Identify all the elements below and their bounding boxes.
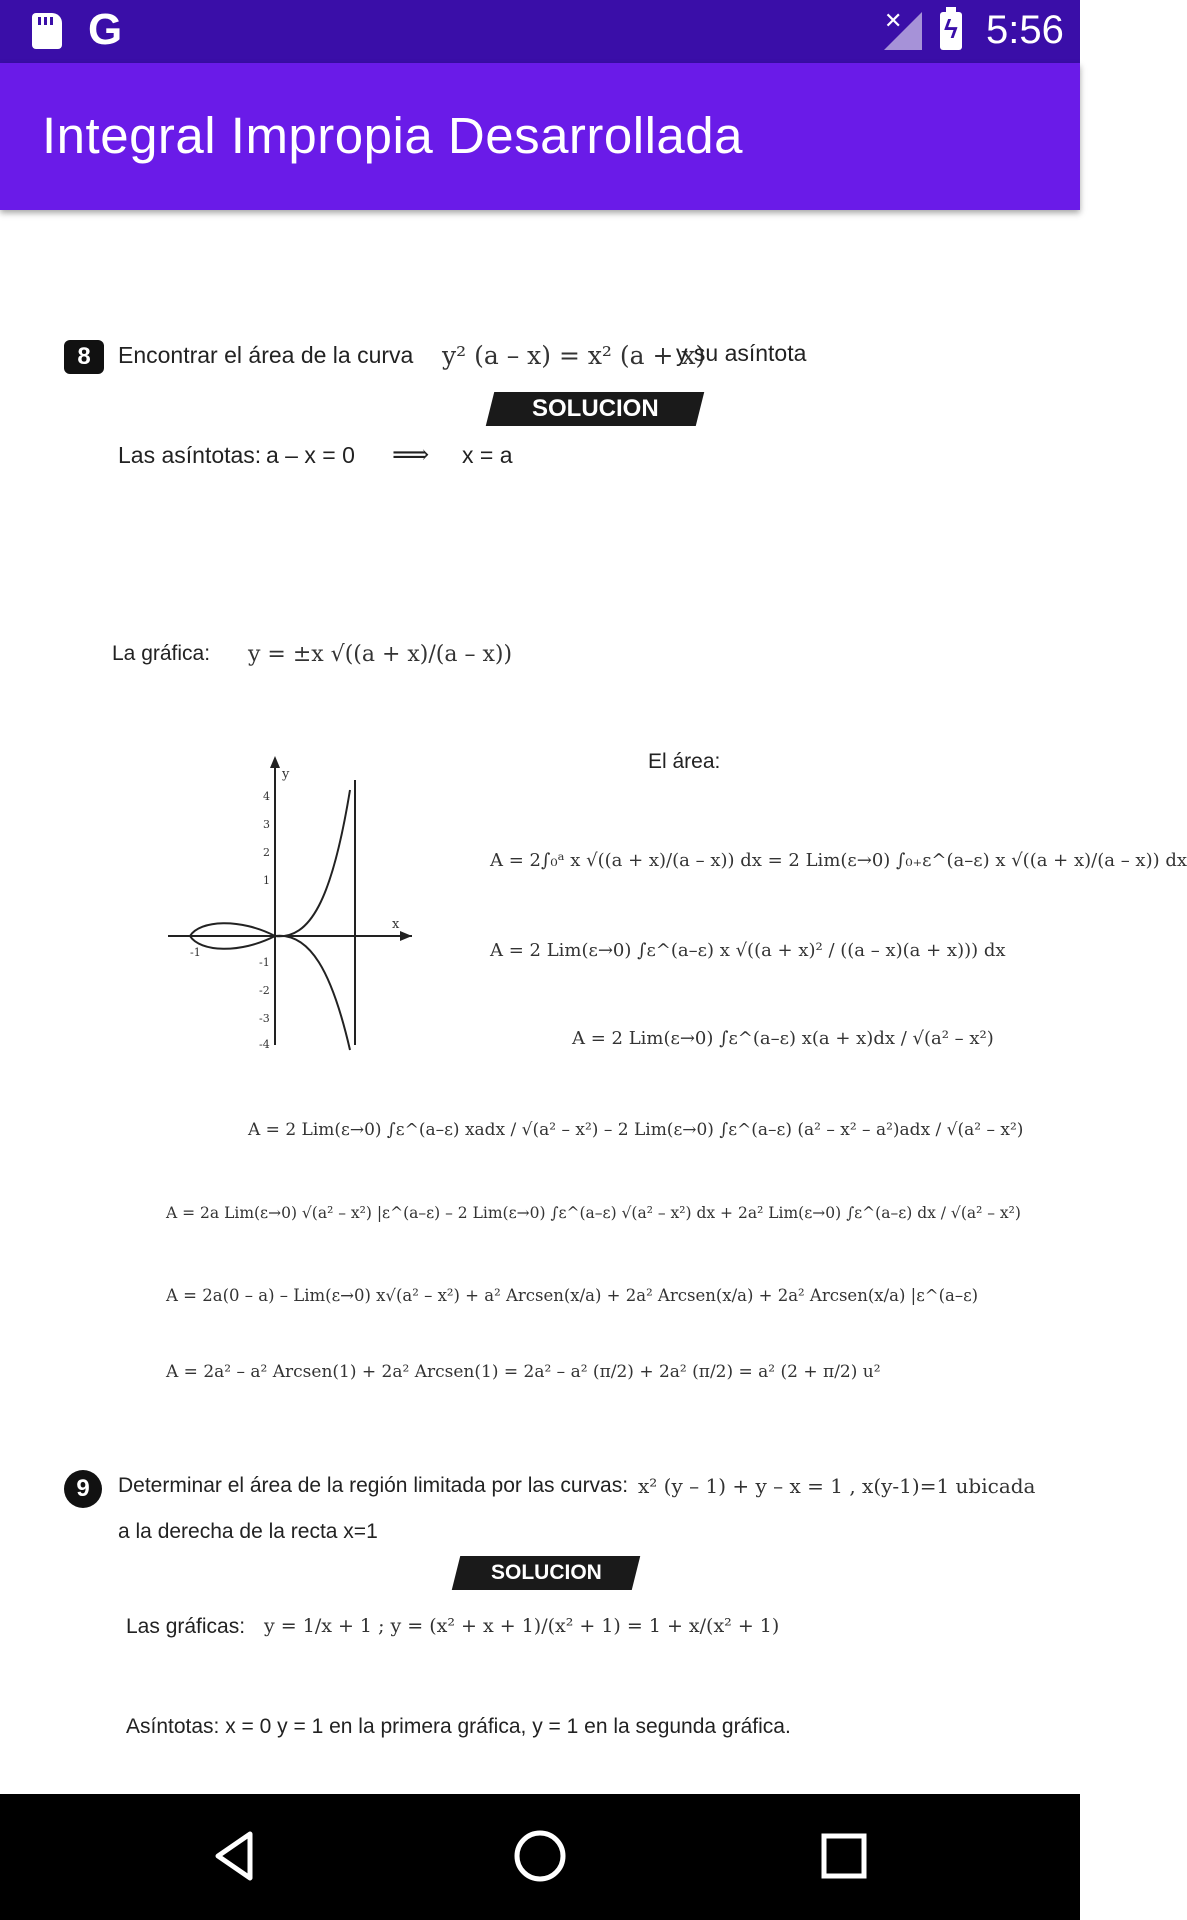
- app-bar: [0, 63, 1080, 210]
- problem-9-statement-line2: a la derecha de la recta x=1: [118, 1520, 378, 1543]
- signal-x-icon: ✕: [884, 8, 903, 33]
- graph-label: La gráfica:: [112, 642, 211, 665]
- problem-8-badge: 8: [64, 340, 104, 374]
- status-bar: [0, 0, 1080, 63]
- asymptotes-label: Las asíntotas:: [118, 442, 262, 468]
- implies-symbol: ⟹: [392, 440, 430, 470]
- area-step-4: A = 2 Lim(ε→0) ∫ε^(a–ε) xadx / √(a² – x²) – 2 Lim(ε→0) ∫ε^(a–ε) (a² – x² – a²)adx / √(a² – x²): [248, 1120, 1024, 1140]
- graph-tick-y: -2: [259, 984, 270, 997]
- solution-banner-8: SOLUCION: [486, 392, 704, 426]
- sd-card-icon: [32, 13, 62, 49]
- asymptotes-text: Asíntotas: x = 0 y = 1 en la primera gráfica, y = 1 en la segunda gráfica.: [126, 1715, 791, 1738]
- graph-tick-y: 2: [263, 846, 270, 859]
- problem-8-equation: y² (a – x) = x² (a + x): [442, 341, 706, 370]
- charging-bolt-icon: ϟ: [944, 14, 958, 44]
- graph-tick-y: -1: [259, 956, 270, 969]
- area-step-7: A = 2a² – a² Arcsen(1) + 2a² Arcsen(1) = 2a² – a² (π/2) + 2a² (π/2) = a² (2 + π/2) u²: [166, 1362, 881, 1382]
- graph-tick-y: 1: [263, 874, 270, 887]
- area-step-6: A = 2a(0 – a) – Lim(ε→0) x√(a² – x²) + a² Arcsen(x/a) + 2a² Arcsen(x/a) + 2a² Arcsen(x/a) |ε^(a–ε): [166, 1286, 979, 1305]
- graph-axis-y: y: [282, 767, 290, 782]
- graph-tick-y: -4: [259, 1038, 270, 1051]
- recents-icon[interactable]: [812, 1824, 876, 1888]
- graph-equation: y = ±x √((a + x)/(a – x)): [248, 642, 513, 667]
- problem-9-statement: Determinar el área de la región limitada por las curvas:: [118, 1474, 629, 1497]
- app-title: Integral Impropia Desarrollada: [42, 107, 744, 164]
- graph-tick-x: -1: [190, 946, 201, 959]
- graph-axis-x: x: [392, 917, 400, 932]
- asymptote-result: x = a: [462, 442, 513, 468]
- problem-8-statement-tail: y su asíntota: [676, 340, 807, 366]
- problem-8-statement: Encontrar el área de la curva: [118, 342, 414, 368]
- status-time: 5:56: [986, 8, 1064, 52]
- document-image[interactable]: [0, 210, 1187, 1794]
- graph-tick-y: 3: [263, 818, 270, 831]
- area-label: El área:: [648, 750, 721, 773]
- area-step-5: A = 2a Lim(ε→0) √(a² – x²) |ε^(a–ε) – 2 Lim(ε→0) ∫ε^(a–ε) √(a² – x²) dx + 2a² Lim(ε→0) ∫ε^(a–ε) dx / √(a² – x²): [166, 1204, 1021, 1222]
- google-icon: G: [88, 5, 123, 54]
- curve-graph: [160, 750, 420, 1050]
- graph-tick-y: -3: [259, 1012, 270, 1025]
- solution-banner-9: SOLUCION: [452, 1556, 640, 1590]
- area-step-1: A = 2∫₀ᵃ x √((a + x)/(a – x)) dx = 2 Lim(ε→0) ∫₀₊ε^(a–ε) x √((a + x)/(a – x)) dx: [490, 850, 1187, 871]
- navigation-bar: [0, 1794, 1080, 1920]
- problem-9-equation: x² (y – 1) + y – x = 1 , x(y-1)=1 ubicada: [638, 1474, 1036, 1498]
- asymptotes-equation: a – x = 0: [266, 442, 355, 468]
- home-icon[interactable]: [508, 1824, 572, 1888]
- area-step-3: A = 2 Lim(ε→0) ∫ε^(a–ε) x(a + x)dx / √(a² – x²): [572, 1028, 994, 1049]
- graph-tick-y: 4: [263, 790, 270, 803]
- area-step-2: A = 2 Lim(ε→0) ∫ε^(a–ε) x √((a + x)² / ((a – x)(a + x))) dx: [490, 940, 1006, 961]
- back-icon[interactable]: [204, 1824, 268, 1888]
- graphs-equation: y = 1/x + 1 ; y = (x² + x + 1)/(x² + 1) = 1 + x/(x² + 1): [264, 1615, 780, 1637]
- problem-9-badge: 9: [64, 1470, 102, 1508]
- graphs-label: Las gráficas:: [126, 1615, 246, 1638]
